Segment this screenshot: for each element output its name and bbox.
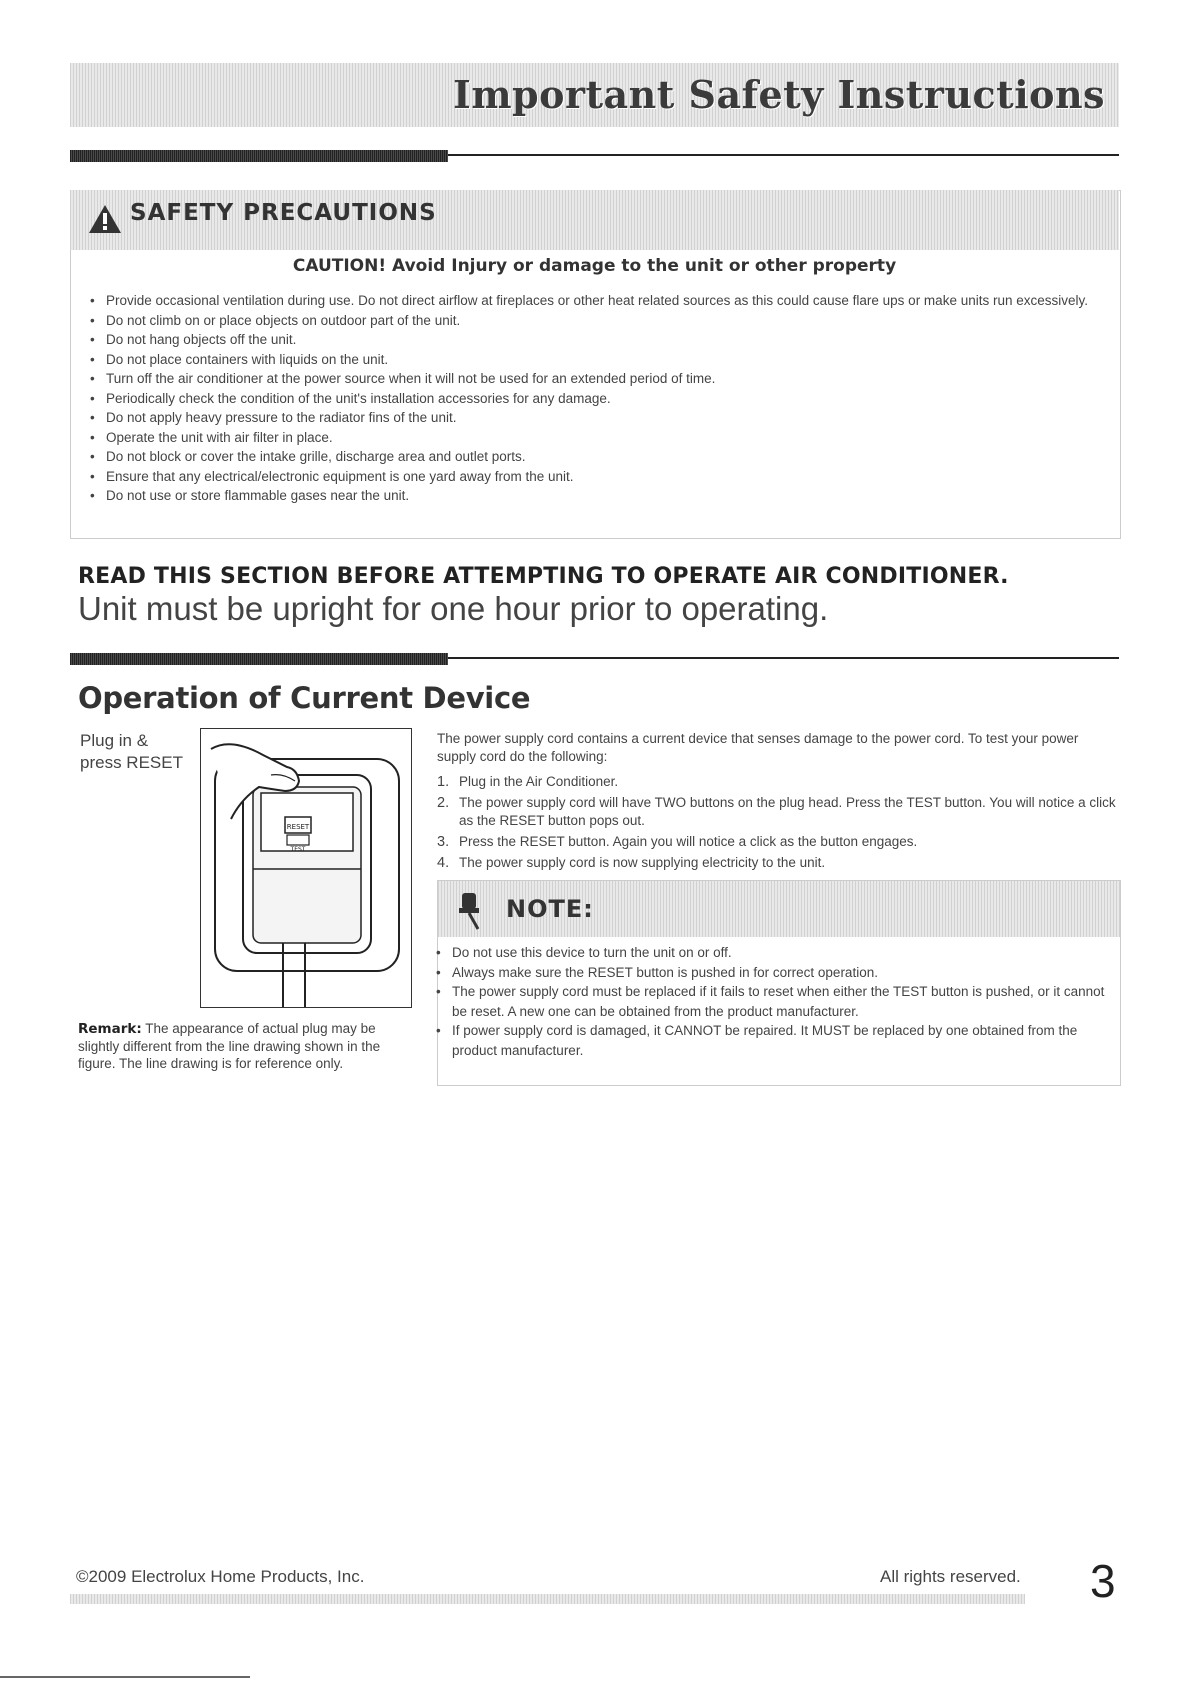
step-text: Press the RESET button. Again you will notice a click as the button engages. <box>459 834 918 849</box>
step-number: 2. <box>437 795 450 811</box>
upright-notice: Unit must be upright for one hour prior to operating. <box>78 590 829 627</box>
safety-item: • Operate the unit with air filter in place. <box>78 428 1118 448</box>
title-banner <box>70 63 1119 127</box>
safety-item: • Ensure that any electrical/electronic equipment is one yard away from the unit. <box>78 467 1118 487</box>
step-item <box>437 854 1119 872</box>
note-item: • The power supply cord must be replaced if it fails to reset when either the TEST button is pushed, or it cannot be reset. A new one can be obtained from the product manufacturer. <box>424 982 1114 1021</box>
safety-item: • Turn off the air conditioner at the power source when it will not be used for an extended period of time. <box>78 369 1118 389</box>
section-rule-bar <box>70 150 448 162</box>
note-item: • Always make sure the RESET button is pushed in for correct operation. <box>424 963 1114 983</box>
step-text: The power supply cord will have TWO buttons on the plug head. Press the TEST button. You will notice a click as the RESET button pops out. <box>459 795 1116 828</box>
pushpin-icon <box>456 891 486 931</box>
step-number: 4. <box>437 855 450 871</box>
bottom-line <box>0 1676 250 1678</box>
safety-heading: SAFETY PRECAUTIONS <box>130 200 437 226</box>
safety-item: • Do not hang objects off the unit. <box>78 330 1118 350</box>
section-rule <box>448 657 1119 659</box>
caution-text: CAUTION! Avoid Injury or damage to the unit or other property <box>292 256 897 276</box>
plug-label-line2: press RESET <box>80 753 183 772</box>
remark <box>78 1020 414 1072</box>
safety-item: • Provide occasional ventilation during use. Do not direct airflow at fireplaces or other heat related sources as this could cause flare ups or make units run excessively. <box>78 291 1118 311</box>
section-rule <box>448 154 1119 156</box>
footer-bar <box>70 1594 1025 1604</box>
note-list <box>424 943 1114 1060</box>
safety-item: • Do not block or cover the intake grille, discharge area and outlet ports. <box>78 447 1118 467</box>
step-item <box>437 833 1119 851</box>
safety-header <box>70 190 1119 250</box>
page-number: 3 <box>1090 1555 1116 1607</box>
read-section-heading: READ THIS SECTION BEFORE ATTEMPTING TO OPERATE AIR CONDITIONER. <box>78 564 1009 589</box>
plug-figure <box>200 728 412 1008</box>
safety-item: • Periodically check the condition of the unit's installation accessories for any damage. <box>78 389 1118 409</box>
note-heading: NOTE: <box>506 895 594 923</box>
test-label: TEST <box>290 846 306 853</box>
operation-intro: The power supply cord contains a current device that senses damage to the power cord. To test your power supply cord do the following: <box>437 731 1079 764</box>
safety-list <box>78 291 1118 506</box>
copyright: ©2009 Electrolux Home Products, Inc. <box>76 1567 365 1586</box>
section-rule-bar <box>70 653 448 665</box>
warning-icon <box>88 204 122 234</box>
safety-item: • Do not place containers with liquids on the unit. <box>78 350 1118 370</box>
step-item <box>437 773 1119 791</box>
safety-item: • Do not apply heavy pressure to the radiator fins of the unit. <box>78 408 1118 428</box>
reset-label: RESET <box>286 823 310 831</box>
step-item <box>437 794 1119 830</box>
note-header <box>438 881 1120 937</box>
page-title: Important Safety Instructions <box>453 72 1105 117</box>
note-item: • Do not use this device to turn the unit on or off. <box>424 943 1114 963</box>
step-text: The power supply cord is now supplying electricity to the unit. <box>459 855 826 870</box>
plug-label <box>80 730 183 774</box>
note-box <box>437 880 1121 1086</box>
step-number: 1. <box>437 774 450 790</box>
plug-drawing <box>201 729 411 1007</box>
safety-item: • Do not use or store flammable gases near the unit. <box>78 486 1118 506</box>
step-number: 3. <box>437 834 450 850</box>
rights-reserved: All rights reserved. <box>880 1567 1021 1586</box>
safety-item: • Do not climb on or place objects on outdoor part of the unit. <box>78 311 1118 331</box>
step-text: Plug in the Air Conditioner. <box>459 774 619 789</box>
remark-label: Remark: <box>78 1021 142 1037</box>
steps-list <box>437 773 1119 875</box>
remark-text: The appearance of actual plug may be slightly different from the line drawing shown in the figure. The line drawing is for reference only. <box>78 1021 381 1071</box>
operation-title: Operation of Current Device <box>78 681 531 715</box>
note-item: • If power supply cord is damaged, it CANNOT be repaired. It MUST be replaced by one obtained from the product manufacturer. <box>424 1021 1114 1060</box>
plug-label-line1: Plug in & <box>80 731 149 750</box>
